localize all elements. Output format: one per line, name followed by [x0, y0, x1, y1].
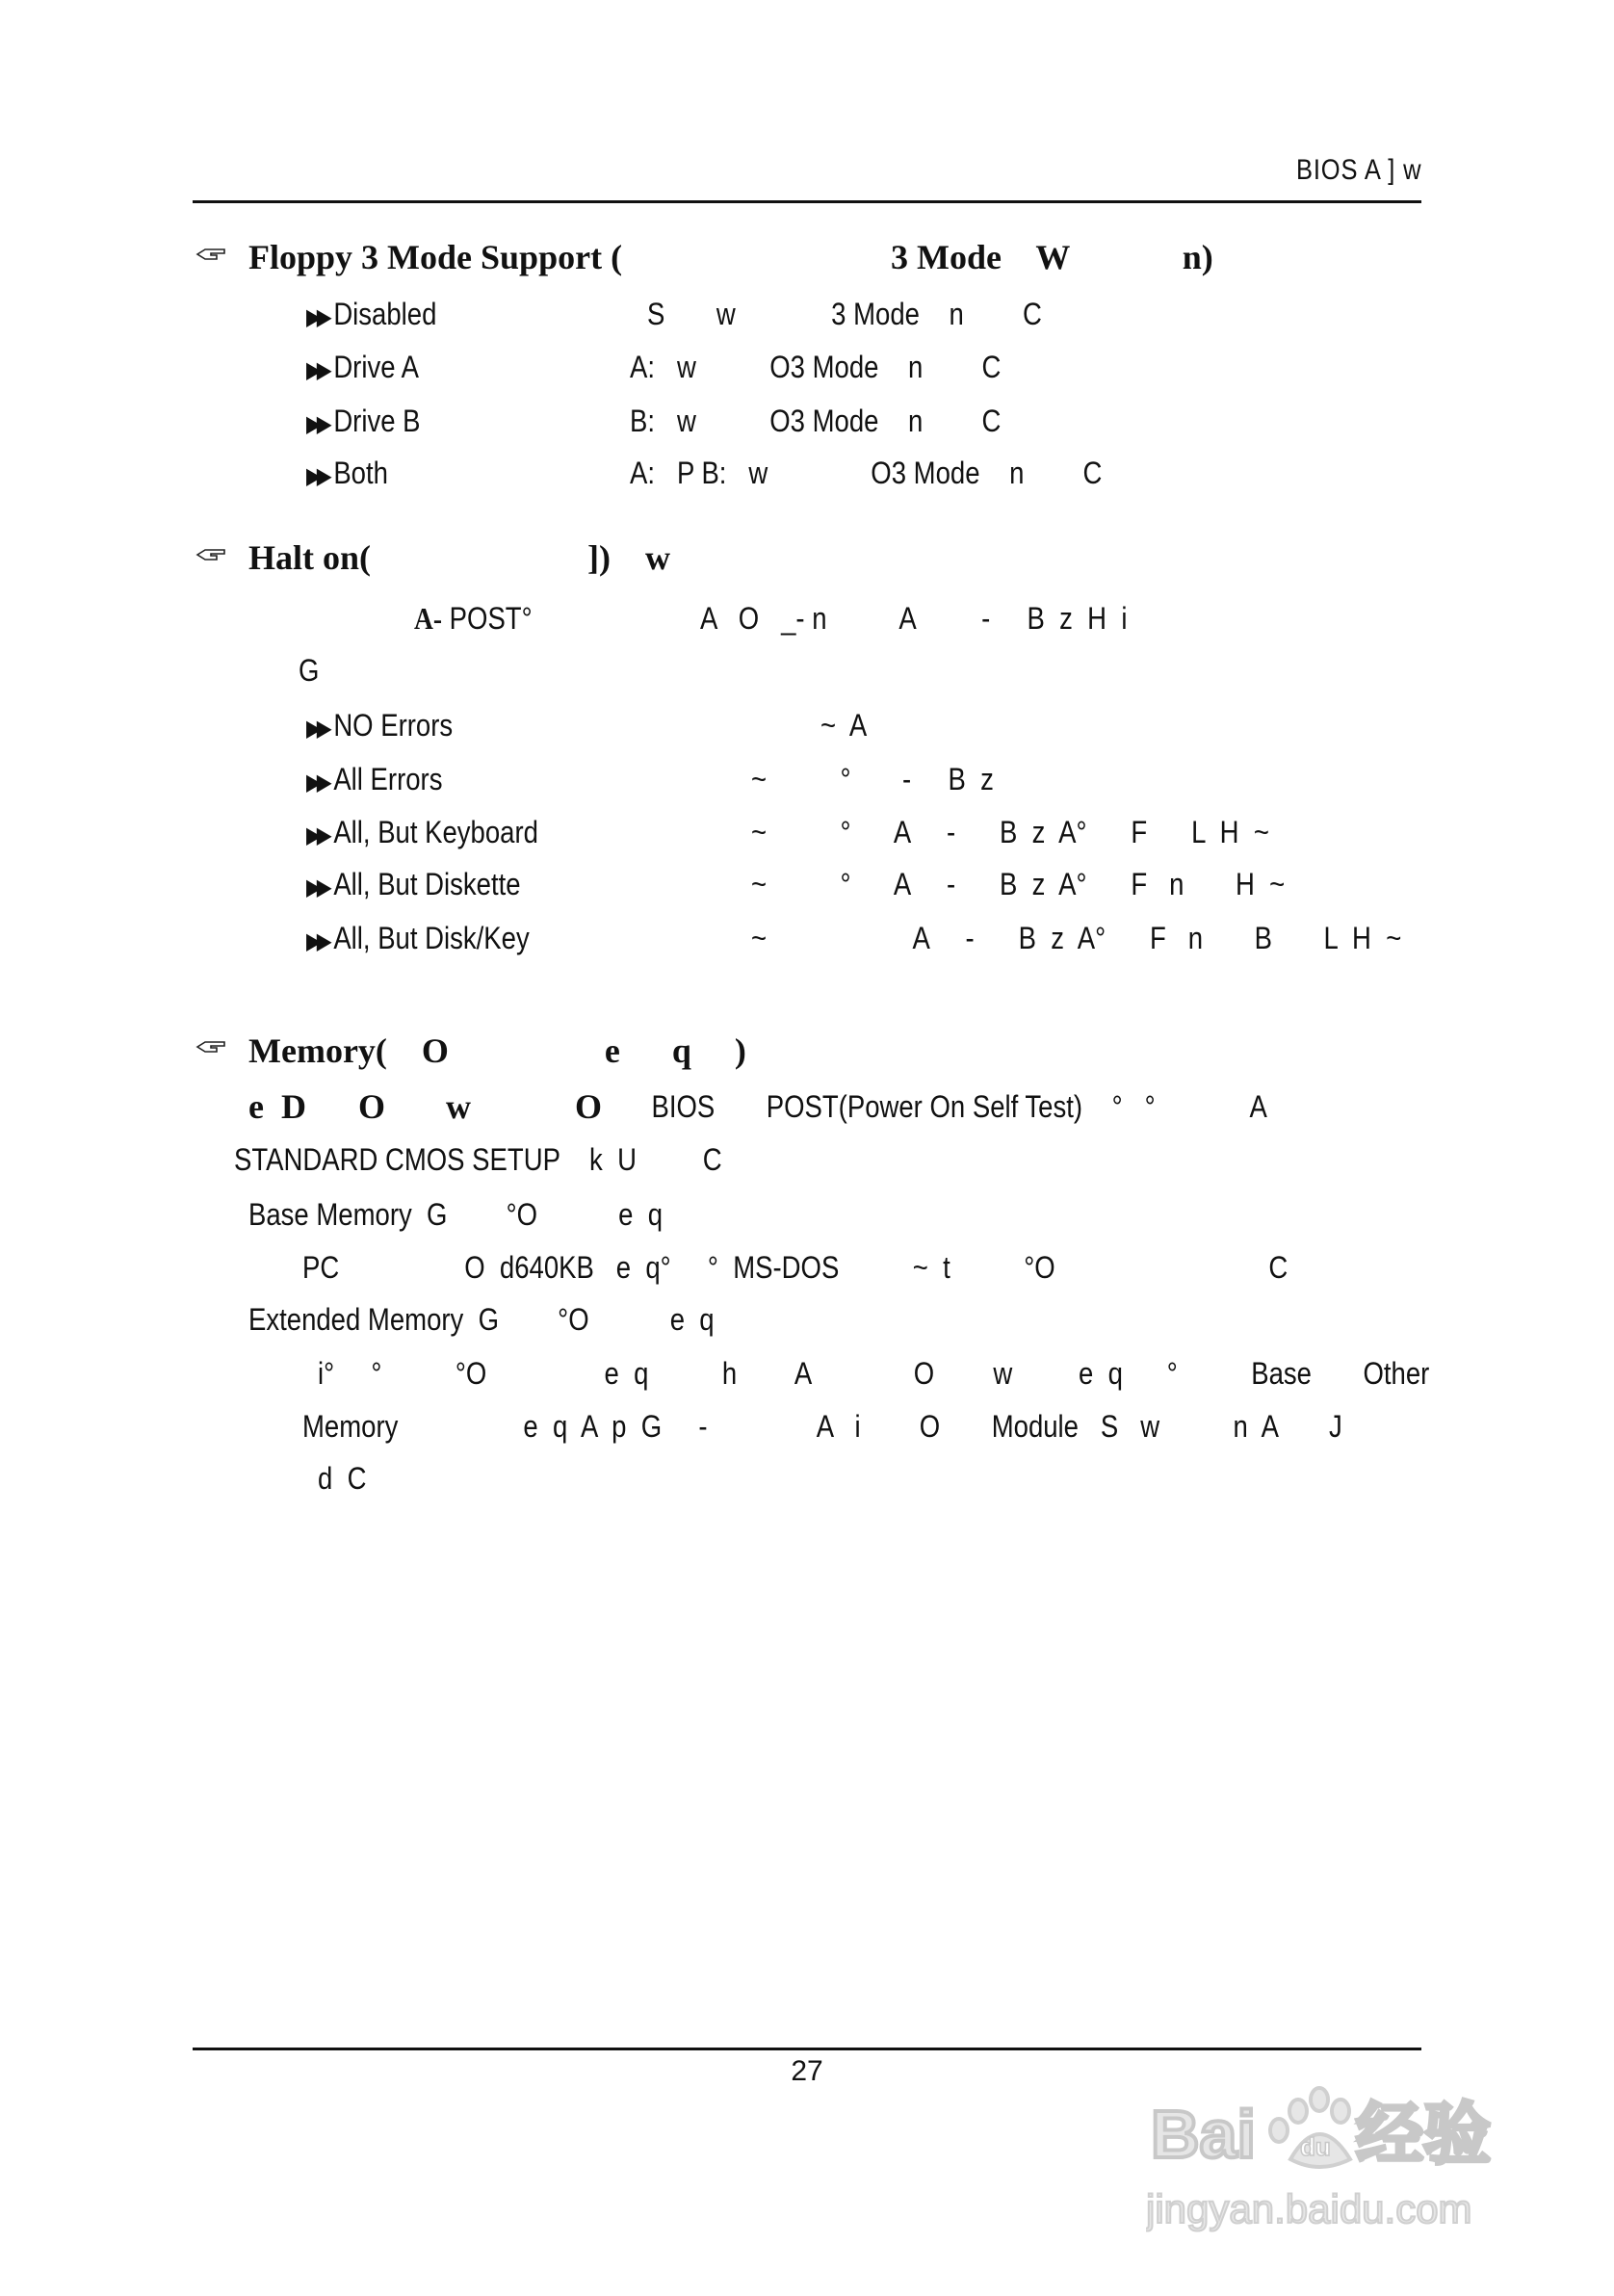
svg-text:du: du: [1300, 2132, 1331, 2161]
halt-intro: A- POST° A O _- n A - B z H i: [414, 601, 1128, 636]
extended-memory-desc: Memory e q A p G - A i O Module S w n A J: [302, 1409, 1342, 1444]
memory-intro: BIOS POST(Power On Self Test) ° ° A: [578, 1089, 1267, 1124]
base-memory-desc: PC O d640KB e q° ° MS-DOS ~ t °O C: [302, 1250, 1289, 1285]
pointing-hand-icon: [195, 1038, 228, 1056]
halt-intro-cont: G: [299, 653, 320, 688]
halt-option-desc: ~ ° A - B z A° F n H ~: [751, 867, 1286, 901]
floppy-option-desc: A: w O3 Mode n C: [630, 350, 1002, 384]
pointing-hand-icon: [195, 246, 228, 263]
baidu-jingyan-watermark-logo: [1146, 2051, 1531, 2244]
double-arrow-icon: ▶▶: [306, 770, 327, 796]
double-arrow-icon: ▶▶: [306, 411, 327, 437]
double-arrow-icon: ▶▶: [306, 822, 327, 848]
halt-option-desc: ~ ° - B z: [751, 762, 994, 796]
memory-intro-cont: STANDARD CMOS SETUP k U C: [234, 1142, 722, 1177]
double-arrow-icon: ▶▶: [306, 463, 327, 489]
halt-heading: Halt on( ]) w: [248, 538, 670, 577]
svg-text:Bai: Bai: [1151, 2097, 1256, 2172]
floppy-option-desc: S w 3 Mode n C: [647, 297, 1042, 331]
floppy-option-label: ▶▶ Disabled: [306, 297, 437, 331]
memory-heading: Memory( O e q ): [248, 1031, 746, 1070]
halt-option-desc: ~ ° A - B z A° F L H ~: [751, 815, 1269, 849]
header-rule: [193, 200, 1421, 203]
double-arrow-icon: ▶▶: [306, 874, 327, 900]
double-arrow-icon: ▶▶: [306, 304, 327, 330]
pointing-hand-icon: [195, 546, 228, 563]
floppy-option-desc: A: P B: w O3 Mode n C: [630, 456, 1103, 490]
memory-intro-bold: e D O w O: [248, 1087, 602, 1126]
double-arrow-icon: ▶▶: [306, 357, 327, 383]
floppy-heading: Floppy 3 Mode Support ( 3 Mode W n): [248, 238, 1213, 276]
floppy-option-desc: B: w O3 Mode n C: [630, 404, 1002, 438]
svg-text:经验: 经验: [1356, 2097, 1491, 2172]
floppy-option-label: ▶▶ Both: [306, 456, 388, 490]
floppy-option-label: ▶▶ Drive B: [306, 404, 421, 438]
extended-memory-label: Extended Memory G °O e q: [248, 1302, 715, 1337]
halt-option-desc: ~ A: [820, 708, 868, 743]
halt-option-desc: ~ A - B z A° F n B L H ~: [751, 921, 1402, 955]
footer-rule: [193, 2048, 1421, 2050]
halt-option-label: ▶▶ All, But Disk/Key: [306, 921, 530, 955]
double-arrow-icon: ▶▶: [306, 716, 327, 742]
double-arrow-icon: ▶▶: [306, 928, 327, 954]
halt-option-label: ▶▶ NO Errors: [306, 708, 454, 743]
page-number: 27: [791, 2055, 823, 2087]
extended-memory-desc: d C: [318, 1461, 367, 1496]
extended-memory-desc: i° ° °O e q h A O w e q ° Base Other: [318, 1356, 1430, 1391]
halt-option-label: ▶▶ All, But Diskette: [306, 867, 521, 901]
halt-option-label: ▶▶ All, But Keyboard: [306, 815, 538, 849]
running-header: BIOS A ] w: [1295, 154, 1421, 186]
floppy-option-label: ▶▶ Drive A: [306, 350, 420, 384]
svg-text:jingyan.baidu.com: jingyan.baidu.com: [1146, 2186, 1472, 2231]
base-memory-label: Base Memory G °O e q: [248, 1197, 664, 1232]
halt-option-label: ▶▶ All Errors: [306, 762, 443, 796]
